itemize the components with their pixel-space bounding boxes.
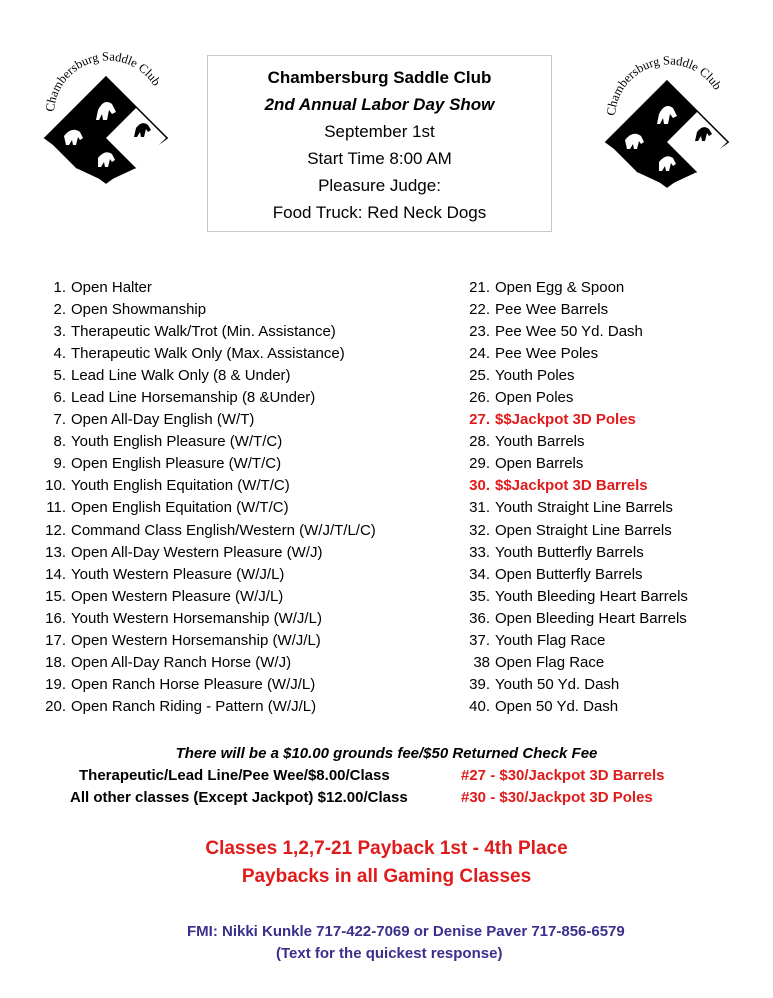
- contact-info: FMI: Nikki Kunkle 717-422-7069 or Denise Paver 717-856-6579: [187, 923, 625, 940]
- class-name: $$Jackpot 3D Barrels: [495, 477, 648, 495]
- class-number: 19.: [45, 675, 66, 693]
- logo-right-text: Chambersburg Saddle Club: [603, 54, 725, 117]
- class-number: 34.: [469, 565, 490, 583]
- class-item: [458, 322, 688, 344]
- class-name: Pee Wee Barrels: [495, 301, 609, 319]
- class-item: [34, 565, 376, 587]
- class-number: 1.: [53, 279, 66, 296]
- class-number: 39.: [469, 675, 490, 693]
- class-name: Open Barrels: [495, 455, 584, 473]
- class-name: Pee Wee 50 Yd. Dash: [495, 323, 643, 341]
- class-name: Command Class English/Western (W/J/T/L/C): [71, 521, 376, 539]
- show-title: 2nd Annual Labor Day Show: [264, 95, 495, 114]
- class-item: [458, 476, 688, 498]
- class-item: [34, 521, 376, 543]
- class-name: Open Poles: [495, 389, 574, 407]
- other-classes-fee: All other classes (Except Jackpot) $12.00/Class: [70, 789, 408, 806]
- class-item: [34, 609, 376, 631]
- class-number: 31.: [469, 499, 490, 517]
- class-name: Lead Line Walk Only (8 & Under): [71, 367, 291, 385]
- class-name: Open All-Day Western Pleasure (W/J): [71, 543, 323, 561]
- class-item: [458, 587, 688, 609]
- class-name: Youth Poles: [495, 367, 575, 385]
- contact-note: (Text for the quickest response): [276, 945, 503, 962]
- class-number: 37.: [469, 631, 490, 649]
- class-name: Therapeutic Walk Only (Max. Assistance): [71, 345, 345, 363]
- class-name: Open All-Day English (W/T): [71, 411, 255, 429]
- class-name: Open 50 Yd. Dash: [495, 697, 619, 715]
- payback-line-2: Paybacks in all Gaming Classes: [241, 866, 532, 887]
- class-number: 21.: [469, 279, 490, 296]
- payback-line-1: Classes 1,2,7-21 Payback 1st - 4th Place: [205, 838, 568, 859]
- class-item: [458, 609, 688, 631]
- class-number: 8.: [53, 433, 66, 451]
- class-number: 20.: [45, 697, 66, 715]
- class-item: [34, 653, 376, 675]
- class-name: Youth Butterfly Barrels: [495, 543, 644, 561]
- class-name: Open Egg & Spoon: [495, 279, 625, 296]
- class-item: [34, 410, 376, 432]
- class-number: 30.: [469, 477, 490, 495]
- class-item: [458, 388, 688, 410]
- class-name: Pee Wee Poles: [495, 345, 599, 363]
- class-number: 29.: [469, 455, 490, 473]
- class-item: [458, 697, 688, 719]
- club-logo-left: [40, 50, 172, 190]
- class-number: 14.: [45, 565, 66, 583]
- class-name: Open Bleeding Heart Barrels: [495, 609, 687, 627]
- therapeutic-fee: Therapeutic/Lead Line/Pee Wee/$8.00/Class: [79, 767, 390, 784]
- class-item: [34, 366, 376, 388]
- grounds-fee: There will be a $10.00 grounds fee/$50 Returned Check Fee: [175, 745, 598, 762]
- class-number: 11.: [46, 499, 66, 517]
- class-number: 23.: [469, 323, 490, 341]
- class-item: [34, 454, 376, 476]
- pleasure-judge: Pleasure Judge:: [318, 176, 441, 195]
- class-number: 10.: [45, 477, 66, 495]
- class-item: [34, 498, 376, 520]
- class-number: 28.: [469, 433, 490, 451]
- class-name: Open Flag Race: [495, 653, 605, 671]
- class-number: 25.: [469, 367, 490, 385]
- class-name: Open English Equitation (W/T/C): [71, 499, 289, 517]
- class-name: Youth Flag Race: [495, 631, 606, 649]
- class-item: [34, 322, 376, 344]
- class-list-right: [458, 278, 688, 719]
- class-name: Youth Straight Line Barrels: [495, 499, 673, 517]
- class-number: 7.: [53, 411, 66, 429]
- class-name: Youth Western Horsemanship (W/J/L): [71, 609, 322, 627]
- class-item: [458, 344, 688, 366]
- class-item: [34, 543, 376, 565]
- class-number: 17.: [45, 631, 66, 649]
- class-item: [34, 631, 376, 653]
- class-name: Lead Line Horsemanship (8 &Under): [71, 389, 316, 407]
- food-truck: Food Truck: Red Neck Dogs: [272, 203, 487, 222]
- class-item: [34, 697, 376, 719]
- class-item: [458, 300, 688, 322]
- class-item: [458, 366, 688, 388]
- class-number: 6.: [53, 389, 66, 407]
- class-item: [34, 432, 376, 454]
- class-name: Open Halter: [71, 279, 152, 296]
- class-name: Open English Pleasure (W/T/C): [71, 455, 282, 473]
- club-logo-right: [601, 54, 733, 194]
- class-name: Open Butterfly Barrels: [495, 565, 643, 583]
- class-number: 9.: [53, 455, 66, 473]
- class-number: 24.: [469, 345, 490, 363]
- class-name: Youth 50 Yd. Dash: [495, 675, 620, 693]
- class-item: [34, 675, 376, 697]
- class-name: Open Western Pleasure (W/J/L): [71, 587, 284, 605]
- class-item: [34, 587, 376, 609]
- class-number: 36.: [469, 609, 490, 627]
- class-item: [34, 344, 376, 366]
- class-name: Open All-Day Ranch Horse (W/J): [71, 653, 292, 671]
- class-item: [34, 476, 376, 498]
- show-header: [207, 55, 552, 232]
- class-number: 27.: [469, 411, 490, 429]
- class-number: 38: [473, 653, 490, 671]
- class-list-left: [34, 278, 376, 719]
- class-item: [34, 300, 376, 322]
- class-number: 32.: [469, 521, 490, 539]
- class-item: [34, 278, 376, 300]
- class-number: 15.: [45, 587, 66, 605]
- class-name: Therapeutic Walk/Trot (Min. Assistance): [71, 323, 336, 341]
- class-name: Youth Barrels: [495, 433, 585, 451]
- class-number: 40.: [469, 697, 490, 715]
- class-name: $$Jackpot 3D Poles: [495, 411, 636, 429]
- class-number: 16.: [45, 609, 66, 627]
- class-name: Open Ranch Riding - Pattern (W/J/L): [71, 697, 317, 715]
- class-name: Open Ranch Horse Pleasure (W/J/L): [71, 675, 316, 693]
- class-number: 2.: [53, 301, 66, 319]
- class-number: 13.: [45, 543, 66, 561]
- start-time: Start Time 8:00 AM: [307, 149, 452, 168]
- class-item: [458, 432, 688, 454]
- class-name: Youth English Equitation (W/T/C): [71, 477, 290, 495]
- class-item: [458, 454, 688, 476]
- club-name: Chambersburg Saddle Club: [267, 68, 492, 87]
- logo-left-text: Chambersburg Saddle Club: [42, 50, 164, 113]
- class-name: Youth Bleeding Heart Barrels: [495, 587, 688, 605]
- class-name: Youth English Pleasure (W/T/C): [71, 433, 283, 451]
- class-number: 22.: [469, 301, 490, 319]
- class-item: [458, 565, 688, 587]
- class-number: 33.: [469, 543, 490, 561]
- class-name: Youth Western Pleasure (W/J/L): [71, 565, 285, 583]
- class-item: [458, 278, 688, 300]
- class-number: 12.: [45, 521, 66, 539]
- class-name: Open Western Horsemanship (W/J/L): [71, 631, 321, 649]
- class-item: [458, 543, 688, 565]
- class-item: [458, 653, 688, 675]
- class-item: [458, 410, 688, 432]
- class-number: 26.: [469, 389, 490, 407]
- class-item: [458, 631, 688, 653]
- jackpot-27-fee: #27 - $30/Jackpot 3D Barrels: [461, 767, 665, 784]
- class-name: Open Showmanship: [71, 301, 207, 319]
- class-item: [458, 521, 688, 543]
- class-item: [34, 388, 376, 410]
- class-item: [458, 675, 688, 697]
- class-name: Open Straight Line Barrels: [495, 521, 672, 539]
- jackpot-30-fee: #30 - $30/Jackpot 3D Poles: [461, 789, 653, 806]
- class-item: [458, 498, 688, 520]
- show-date: September 1st: [324, 122, 435, 141]
- class-number: 3.: [53, 323, 66, 341]
- class-number: 35.: [469, 587, 490, 605]
- class-number: 4.: [53, 345, 66, 363]
- class-number: 5.: [53, 367, 66, 385]
- class-number: 18.: [45, 653, 66, 671]
